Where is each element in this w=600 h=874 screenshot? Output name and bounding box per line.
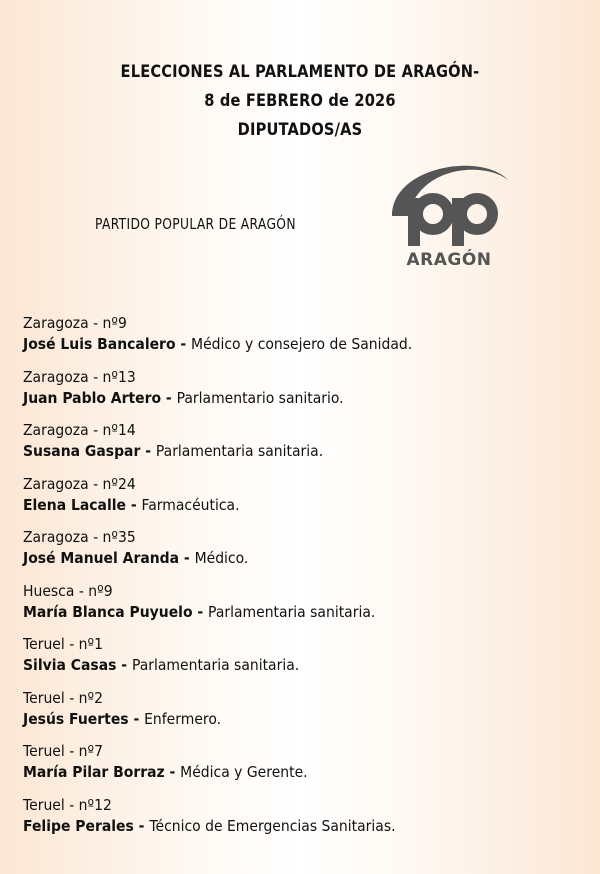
candidate-info	[23, 548, 553, 569]
candidate-constituency: Zaragoza - nº13	[23, 367, 136, 386]
candidate-item	[23, 795, 593, 849]
candidate-info	[23, 655, 553, 676]
candidate-item	[23, 474, 593, 528]
candidate-constituency: Zaragoza - nº24	[23, 474, 136, 493]
candidate-info	[23, 441, 553, 462]
candidate-constituency: Zaragoza - nº35	[23, 528, 136, 546]
candidate-item	[23, 367, 593, 421]
candidate-info	[23, 602, 553, 623]
pp-logo-icon	[386, 158, 512, 250]
candidate-item	[23, 420, 593, 474]
candidate-description: Parlamentaria sanitaria.	[155, 442, 324, 460]
candidate-info	[23, 495, 553, 516]
candidate-name: Susana Gaspar	[23, 442, 141, 460]
header-date: 8 de FEBRERO de 2026	[204, 91, 396, 111]
candidate-list	[23, 313, 593, 848]
candidate-separator: -	[192, 602, 209, 621]
header-title: ELECCIONES AL PARLAMENTO DE ARAGÓN-	[120, 62, 480, 82]
candidate-name: José Luis Bancalero	[23, 335, 176, 353]
candidate-description: Parlamentaria sanitaria.	[131, 656, 300, 674]
candidate-constituency: Teruel - nº1	[23, 635, 103, 653]
candidate-description: Médico.	[194, 549, 249, 567]
candidate-info	[23, 709, 553, 730]
candidate-name: Felipe Perales	[23, 816, 134, 835]
candidate-constituency: Teruel - nº12	[23, 795, 112, 814]
candidate-description: Farmacéutica.	[141, 495, 240, 514]
candidate-description: Técnico de Emergencias Sanitarias.	[149, 816, 396, 835]
candidate-separator: -	[164, 763, 181, 781]
candidate-description: Parlamentario sanitario.	[176, 388, 344, 407]
candidate-separator: -	[161, 388, 177, 407]
candidate-description: Parlamentaria sanitaria.	[208, 602, 376, 621]
candidate-constituency: Huesca - nº9	[23, 581, 113, 600]
candidate-info	[23, 816, 553, 837]
candidate-info	[23, 762, 553, 783]
candidate-name: Juan Pablo Artero	[23, 388, 162, 407]
candidate-separator: -	[140, 442, 156, 460]
candidate-constituency: Teruel - nº2	[23, 688, 103, 707]
logo-text: ARAGÓN	[406, 250, 492, 270]
candidate-description: Enfermero.	[144, 709, 222, 728]
candidate-separator: -	[128, 709, 145, 728]
candidate-name: José Manuel Aranda	[23, 549, 180, 567]
candidate-item	[23, 581, 593, 635]
candidate-item	[23, 313, 593, 367]
party-name: PARTIDO POPULAR DE ARAGÓN	[95, 215, 296, 233]
candidate-info	[23, 334, 553, 355]
candidate-separator: -	[116, 656, 132, 674]
candidate-constituency: Zaragoza - nº9	[23, 314, 127, 332]
candidate-name: María Pilar Borraz	[23, 763, 165, 781]
candidate-info	[23, 388, 553, 409]
candidate-item	[23, 688, 593, 742]
candidate-name: María Blanca Puyuelo	[23, 602, 193, 621]
document-header	[0, 58, 600, 145]
party-logo	[386, 158, 512, 278]
candidate-description: Médico y consejero de Sanidad.	[191, 335, 413, 353]
header-subtitle: DIPUTADOS/AS	[237, 120, 363, 140]
candidate-item	[23, 634, 593, 688]
candidate-item	[23, 527, 593, 581]
candidate-constituency: Zaragoza - nº14	[23, 421, 136, 439]
candidate-name: Jesús Fuertes	[23, 709, 129, 728]
candidate-name: Silvia Casas	[23, 656, 117, 674]
candidate-separator: -	[179, 549, 195, 567]
candidate-description: Médica y Gerente.	[180, 763, 308, 781]
candidate-name: Elena Lacalle	[23, 495, 126, 514]
candidate-separator: -	[133, 816, 150, 835]
candidate-item	[23, 741, 593, 795]
candidate-constituency: Teruel - nº7	[23, 742, 103, 760]
candidate-separator: -	[125, 495, 142, 514]
candidate-separator: -	[175, 335, 192, 353]
